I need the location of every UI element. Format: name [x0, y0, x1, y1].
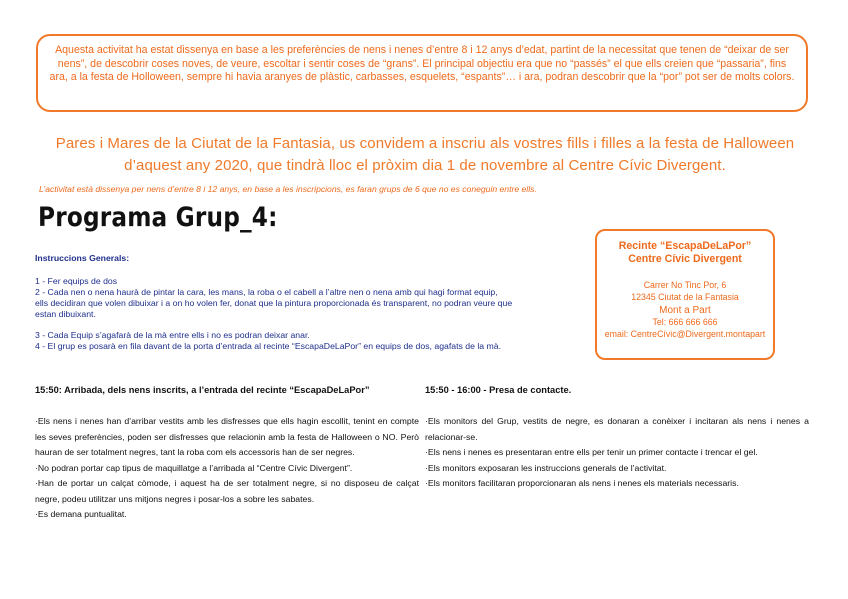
venue-box — [595, 229, 775, 360]
invitation — [30, 133, 820, 177]
schedule-line: ·Han de portar un calçat còmode, i aquest ha de ser totalment negre, si no disposeu de calçat negre, podeu utilitzar uns mitjons negres i posar-los a sobre les sabates. — [35, 478, 419, 504]
invitation-line-2: d’aquest any 2020, que tindrà lloc el pròxim dia 1 de novembre al Centre Cívic Divergent. — [124, 157, 726, 174]
venue-town: Mont a Part — [659, 305, 711, 316]
schedule-block-contact — [425, 385, 809, 492]
instruction-item: ells decidiran que volen dibuixar i a on ho volen fer, donat que la pintura proporcionada és transparent, no podran veure que — [35, 298, 513, 308]
venue-name-line-1: Recinte “EscapaDeLaPor” — [618, 240, 752, 252]
instructions-heading: Instruccions Generals: — [35, 253, 130, 263]
schedule-line: ·Els nens i nenes es presentaran entre ells per tenir un primer contacte i trencar el gel. — [425, 447, 758, 457]
venue-email: email: CentreCívic@Divergent.montapart — [604, 328, 766, 339]
schedule-line: ·Els monitors facilitaran proporcionaran als nens i nenes els materials necessaris. — [425, 478, 739, 488]
venue-street: Carrer No Tinc Por, 6 — [643, 280, 727, 290]
instruction-item: 1 - Fer equips de dos — [35, 276, 118, 286]
venue-name-line-2: Centre Cívic Divergent — [628, 253, 742, 265]
schedule-heading: 15:50: Arribada, dels nens inscrits, a l’entrada del recinte “EscapaDeLaPor” — [35, 385, 370, 395]
venue-phone: Tel: 666 666 666 — [652, 317, 718, 327]
schedule-line: ·Els nens i nenes han d’arribar vestits amb les disfresses que ells hagin escollit, tenint en compte les seves preferències, poden ser disfresses que relacionin amb la festa de Halloween o NO. Però hauran de ser totalment negres, tant la roba com els accessoris han de ser negres. — [35, 416, 419, 457]
venue-name — [597, 240, 773, 266]
instruction-item: 3 - Cada Equip s’agafarà de la mà entre ells i no es podran deixar anar. — [35, 330, 310, 340]
venue-city: 12345 Ciutat de la Fantasia — [631, 291, 739, 302]
schedule-line: ·Els monitors del Grup, vestits de negre, es donaran a conèixer i incitaran als nens i nenes a relacionar-se. — [425, 416, 809, 442]
schedule-line: ·No podran portar cap tipus de maquillatge a l’arribada al “Centre Cívic Divergent”. — [35, 462, 353, 473]
instruction-item: 4 - El grup es posarà en fila davant de la porta d’entrada al recinte “EscapaDeLaPor” en equips de dos, agafats de la mà. — [35, 341, 502, 351]
schedule-line: ·Els monitors exposaran les instruccions generals de l’activitat. — [425, 462, 667, 473]
schedule-heading: 15:50 - 16:00 - Presa de contacte. — [425, 385, 572, 395]
age-note: L’activitat està dissenya per nens d’entre 8 i 12 anys, en base a les inscripcions, es faran grups de 6 que no es coneguin entre ells. — [39, 184, 537, 194]
schedule-line: ·Es demana puntualitat. — [35, 509, 127, 519]
instruction-item: 2 - Cada nen o nena haurà de pintar la cara, les mans, la roba o el cabell a l’altre nen o nena amb qui hagi format equip, — [35, 287, 498, 297]
intro-text: Aquesta activitat ha estat dissenya en base a les preferències de nens i nenes d’entre 8 i 12 anys d’edat, partint de la necessitat que tenen de “deixar de ser nens”, de descobrir coses noves, de veure, escoltar i sentir coses de “grans”. El principal objectiu era que no “passés” el que ells creien que “passaria”, fins ara, a la festa de Holloween, sempre hi havia aranyes de plàstic, carbasses, esquelets, “espants”… i ara, podran descobrir que la “por” pot ser de molts colors. — [49, 44, 795, 83]
instruction-item: estan dibuixant. — [35, 309, 96, 319]
general-instructions — [35, 253, 555, 352]
intro-box — [36, 34, 808, 112]
schedule-block-arrival — [35, 385, 419, 523]
invitation-line-1: Pares i Mares de la Ciutat de la Fantasia, us convidem a inscriu als vostres fills i filles a la festa de Halloween — [55, 135, 795, 152]
program-title: Programa Grup_4: — [38, 202, 278, 233]
